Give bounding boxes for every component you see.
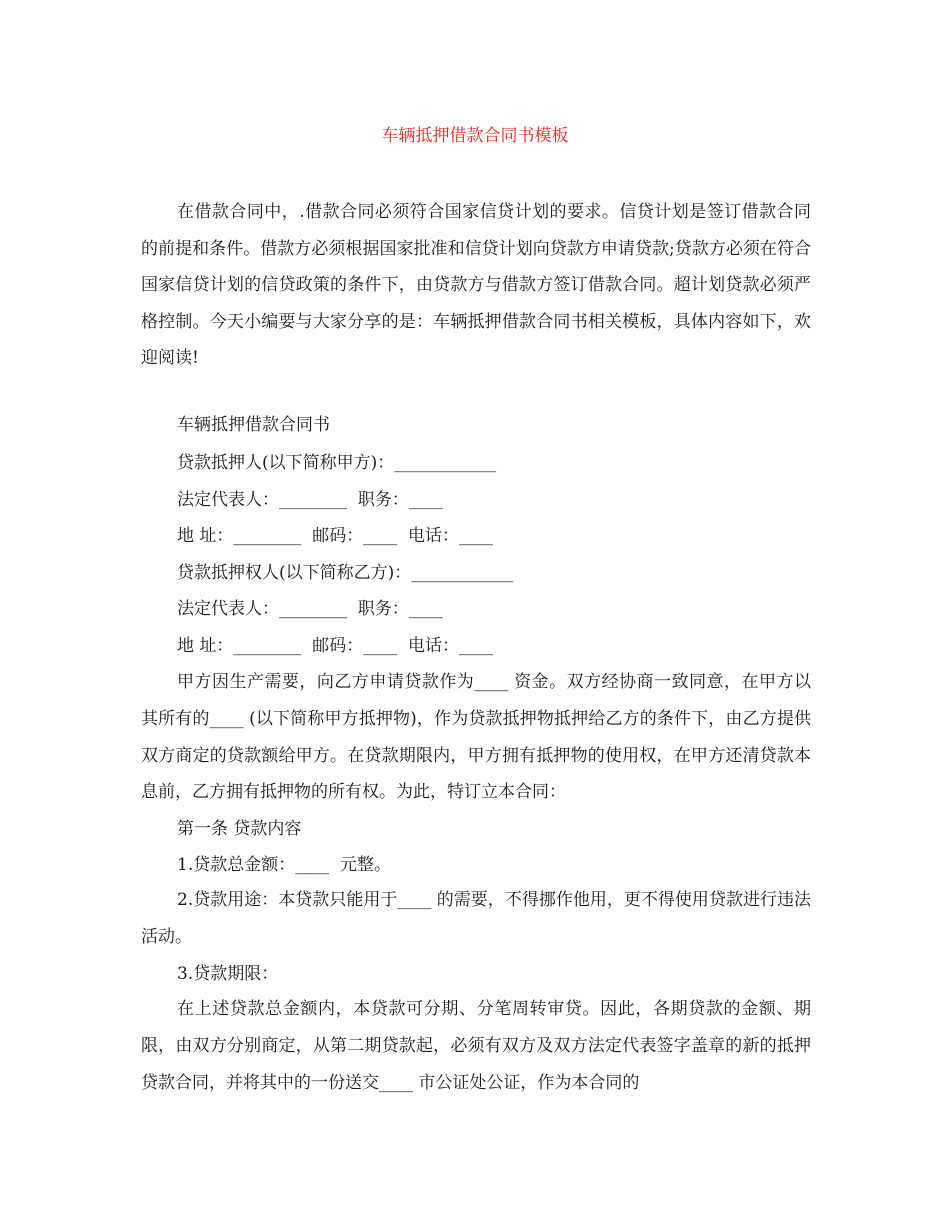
party-a-representative-line: 法定代表人：________ 职务：____: [177, 490, 443, 510]
intro-paragraph: 在借款合同中，.借款合同必须符合国家信贷计划的要求。信贷计划是签订借款合同的前提和条件。借款方必须根据国家批准和信贷计划向贷款方申请贷款;贷款方必须在符合国家信贷计划的信贷政策的条件下，由贷款方与借款方签订借款合同。超计划贷款必须严格控制。今天小编要与大家分享的是：车辆抵押借款合同书相关模板，具体内容如下，欢迎阅读!: [141, 202, 811, 368]
party-a-line: 贷款抵押人(以下简称甲方)：____________: [177, 453, 497, 473]
item-1-line: 1.贷款总金额：____ 元整。: [177, 855, 392, 875]
article-1-heading: 第一条 贷款内容: [177, 819, 302, 839]
item-3-line: 3.贷款期限：: [177, 964, 279, 984]
party-a-address-line: 地 址：________ 邮码：____ 电话：____: [177, 526, 494, 546]
preamble-paragraph: 甲方因生产需要，向乙方申请贷款作为____ 资金。双方经协商一致同意，在甲方以其所有的____ (以下简称甲方抵押物)，作为贷款抵押物抵押给乙方的条件下，由乙方提供双方商定的贷款额给甲方。在贷款期限内，甲方拥有抵押物的使用权，在甲方还清贷款本息前，乙方拥有抵押物的所有权。为此，特订立本合同：: [141, 672, 811, 803]
document-title: 车辆抵押借款合同书模板: [381, 126, 569, 146]
party-b-representative-line: 法定代表人：________ 职务：____: [177, 599, 443, 619]
item-2-paragraph: 2.贷款用途：本贷款只能用于____ 的需要，不得挪作他用，更不得使用贷款进行违法活动。: [141, 890, 811, 947]
contract-heading: 车辆抵押借款合同书: [177, 415, 330, 435]
party-b-address-line: 地 址：________ 邮码：____ 电话：____: [177, 636, 494, 656]
item-3-paragraph: 在上述贷款总金额内，本贷款可分期、分笔周转审贷。因此，各期贷款的金额、期限，由双方分别商定，从第二期贷款起，必须有双方及双方法定代表签字盖章的新的抵押贷款合同，并将其中的一份送交____ 市公证处公证，作为本合同的: [141, 999, 811, 1093]
party-b-line: 贷款抵押权人(以下简称乙方)：____________: [177, 563, 514, 583]
